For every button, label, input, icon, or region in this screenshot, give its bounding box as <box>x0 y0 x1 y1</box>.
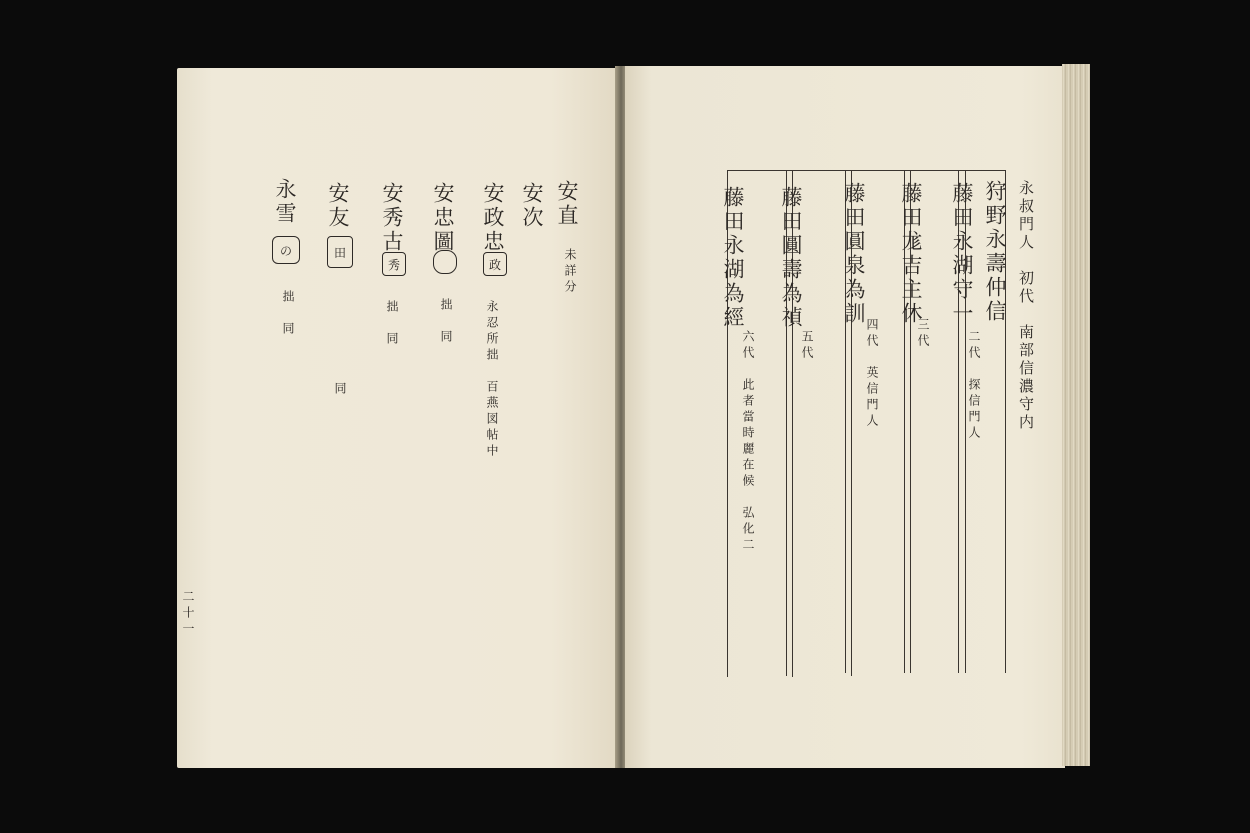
gen-2-name: 藤田尨吉主休 <box>899 182 923 326</box>
name-2: 安政忠 <box>481 182 505 254</box>
gen-5-name: 藤田永湖為經 <box>721 186 745 330</box>
gen-3-name: 藤田圓泉為訓 <box>842 182 866 326</box>
note-4: 拙 同 <box>385 300 399 348</box>
seal-stamp-5: 田 <box>327 236 353 268</box>
note-0: 未詳分 <box>563 248 577 296</box>
page-edges <box>1062 64 1090 766</box>
page-number: 二十一 <box>181 590 195 638</box>
gen-1-name: 藤田永湖守一 <box>950 182 974 326</box>
gen-4-name: 藤田圓壽為禎 <box>779 186 803 330</box>
left-page <box>177 68 617 768</box>
note-5: 同 <box>333 382 347 398</box>
gen-4-note: 五代 <box>800 330 814 362</box>
name-4: 安秀古 <box>380 182 404 254</box>
seal-stamp-4: 秀 <box>382 252 406 276</box>
name-5: 安友 <box>326 182 350 230</box>
gen-1-note: 二代 探信門人 <box>967 330 981 442</box>
gen-3-note: 四代 英信門人 <box>865 318 879 430</box>
gen-0-name: 狩野永壽仲信 <box>983 180 1007 324</box>
gen-5-note: 六代 此者當時麗在候 弘化二 <box>741 330 755 554</box>
seal-stamp-2: 政 <box>483 252 507 276</box>
note-3: 拙 同 <box>439 298 453 346</box>
note-2: 永忍所拙 百燕図帖中 <box>485 300 499 460</box>
name-1: 安次 <box>520 182 544 230</box>
name-0: 安直 <box>555 180 579 228</box>
seal-stamp-3 <box>433 250 457 274</box>
seal-stamp-6: の <box>272 236 300 264</box>
note-6: 拙 同 <box>281 290 295 338</box>
name-3: 安忠圖 <box>431 182 455 254</box>
gen-2-note: 三代 <box>916 318 930 350</box>
lineage-header: 永叔門人 初代 南部信濃守内 <box>1017 180 1035 432</box>
name-6: 永雪 <box>273 178 297 226</box>
